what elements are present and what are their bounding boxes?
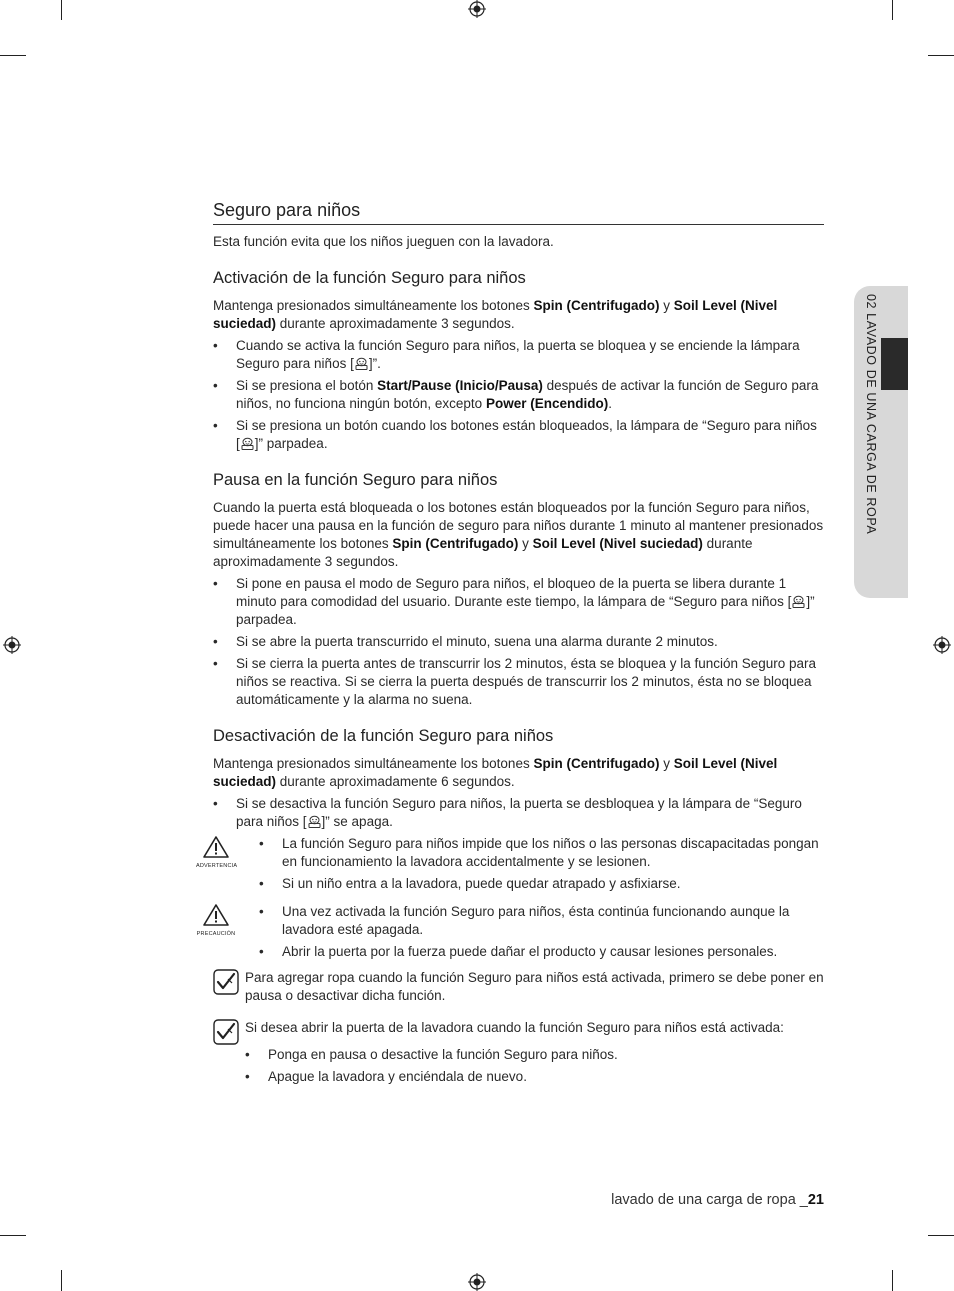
page-footer: lavado de una carga de ropa _21 [611,1192,824,1208]
crop-mark [61,1270,62,1291]
list-item: • Una vez activada la función Seguro para niños, ésta continúa funcionando aunque la lavadora esté apagada. [259,903,824,939]
list-item: • Si se abre la puerta transcurrido el minuto, suena una alarma durante 2 minutos. [213,633,824,651]
child-lock-icon [354,357,369,370]
warning-notice [196,835,824,893]
list-item: • Si un niño entra a la lavadora, puede quedar atrapado y asfixiarse. [259,875,824,893]
list-item: • Apague la lavadora y enciéndala de nuevo. [245,1068,824,1086]
child-lock-icon [791,595,806,608]
section-intro: Esta función evita que los niños jueguen con la lavadora. [213,234,554,249]
note-2 [213,1019,824,1037]
crop-mark [892,0,893,20]
section-title: Seguro para niños [213,200,824,225]
list-item: • Cuando se activa la función Seguro para niños, la puerta se bloquea y se enciende la lámpara Seguro para niños [ ]”. [213,337,824,373]
registration-mark-icon [468,0,486,18]
registration-mark-icon [468,1273,486,1291]
crop-mark [61,0,62,20]
crop-mark [0,1235,26,1236]
deactivation-paragraph: Mantenga presionados simultáneamente los botones Spin (Centrifugado) y Soil Level (Nivel suciedad) durante aproximadamente 6 segundos. [213,756,778,789]
crop-mark [0,55,26,56]
activation-list [213,337,824,453]
list-item: • La función Seguro para niños impide que los niños o las personas discapacitadas pongan en funcionamiento la lavadora accidentalmente y se lesionen. [259,835,824,871]
child-lock-icon [240,437,255,450]
caution-notice [196,903,824,961]
crop-mark [928,55,954,56]
note-1-text: Para agregar ropa cuando la función Seguro para niños está activada, primero se debe poner en pausa o desactivar dicha función. [245,970,824,1003]
list-item: • Si se desactiva la función Seguro para niños, la puerta se desbloquea y la lámpara de “Seguro para niños [ ]” se apaga. [213,795,824,831]
registration-mark-icon [3,636,21,654]
note-checkmark-icon [213,1019,239,1045]
note-2-list [213,1046,824,1086]
child-lock-icon [307,815,322,828]
list-item: • Ponga en pausa o desactive la función Seguro para niños. [245,1046,824,1064]
warning-triangle-icon [202,835,230,859]
warning-icon-block [196,835,236,869]
warning-list [259,835,824,893]
pause-paragraph: Cuando la puerta está bloqueada o los botones están bloqueados por la función Seguro para niños, puede hacer una pausa en la función de seguro para niños durante 1 minuto al mantener presionados simultáneamente los botones Spin (Centrifugado) y Soil Level (Nivel suciedad) durante aproximadamente 3 segundos. [213,500,824,569]
list-item: • Si se presiona el botón Start/Pause (Inicio/Pausa) después de activar la función de Seguro para niños, no funciona ningún botón, excepto Power (Encendido). [213,377,824,413]
warning-label: ADVERTENCIA [196,863,238,869]
chapter-side-tab-label: 02 LAVADO DE UNA CARGA DE ROPA [864,294,878,535]
pause-heading: Pausa en la función Seguro para niños [213,471,498,489]
pause-list [213,575,824,709]
activation-heading: Activación de la función Seguro para niños [213,269,526,287]
crop-mark [892,1270,893,1291]
list-item: • Si se cierra la puerta antes de transcurrir los 2 minutos, ésta se bloquea y la función Seguro para niños se reactiva. Si se cierra la puerta después de transcurrir los 2 minutos, ésta no se bloquea automáticamente y la alarma no suena. [213,655,824,709]
page-number: 21 [807,1192,824,1208]
chapter-side-tab-marker [881,338,908,390]
activation-paragraph: Mantenga presionados simultáneamente los botones Spin (Centrifugado) y Soil Level (Nivel suciedad) durante aproximadamente 3 segundos. [213,298,778,331]
crop-mark [928,1235,954,1236]
list-item: • Si se presiona un botón cuando los botones están bloqueados, la lámpara de “Seguro para niños [ ]” parpadea. [213,417,824,453]
caution-list [259,903,824,961]
list-item: • Si pone en pausa el modo de Seguro para niños, el bloqueo de la puerta se libera durante 1 minuto para comodidad del usuario. Durante este tiempo, la lámpara de “Seguro para niños [ ]” parpadea. [213,575,824,629]
caution-label: PRECAUCIÓN [196,931,236,937]
main-content [196,200,824,1090]
caution-icon-block [196,903,236,937]
note-checkmark-icon [213,969,239,995]
deactivation-heading: Desactivación de la función Seguro para niños [213,727,554,745]
note-1 [213,969,824,1005]
deactivation-list [213,795,824,831]
registration-mark-icon [933,636,951,654]
caution-triangle-icon [202,903,230,927]
list-item: • Abrir la puerta por la fuerza puede dañar el producto y causar lesiones personales. [259,943,824,961]
note-2-text: Si desea abrir la puerta de la lavadora cuando la función Seguro para niños está activada: [245,1020,784,1035]
